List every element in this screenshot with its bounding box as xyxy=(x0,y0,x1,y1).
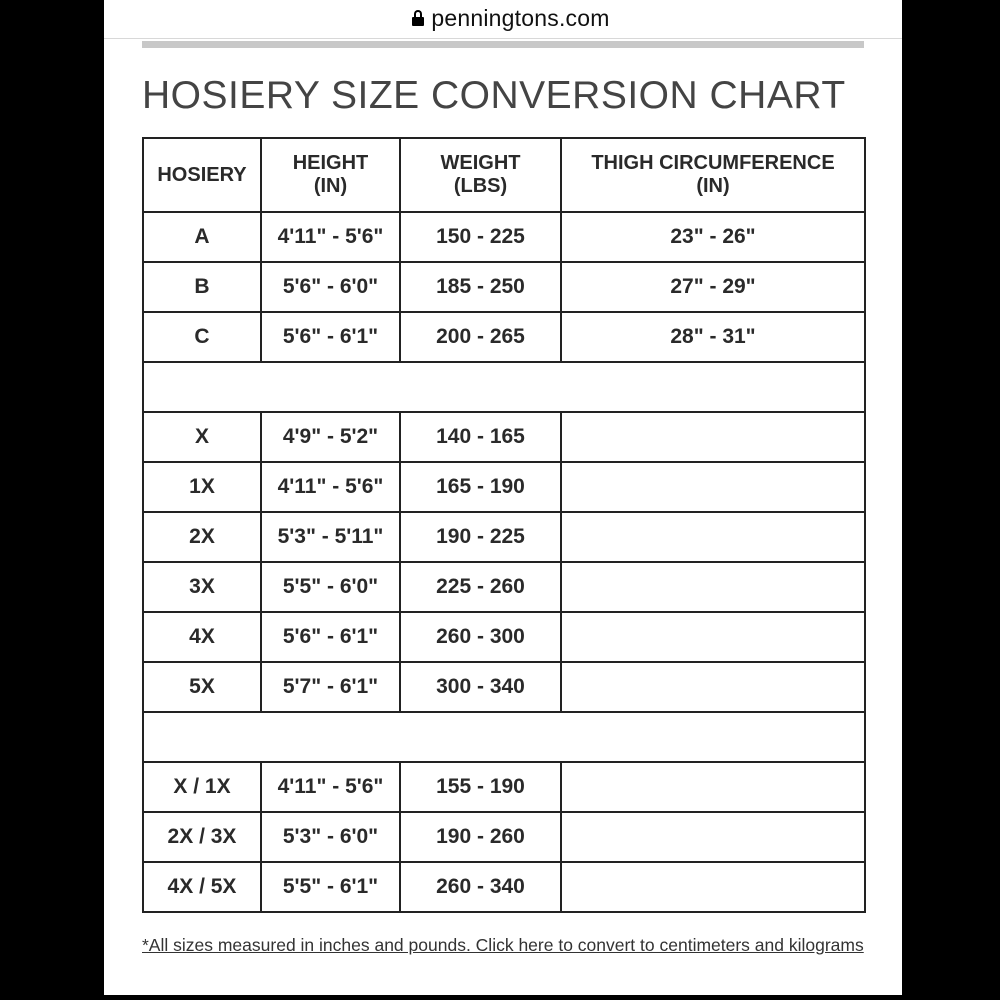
table-row xyxy=(143,662,865,712)
cell-size: 4X xyxy=(143,612,261,662)
cell-weight: 260 - 340 xyxy=(400,862,561,912)
table-row xyxy=(143,862,865,912)
cell-thigh xyxy=(561,512,865,562)
cell-weight: 190 - 260 xyxy=(400,812,561,862)
table-row xyxy=(143,762,865,812)
table-row xyxy=(143,462,865,512)
header-thigh-text: THIGH CIRCUMFERENCE (IN) xyxy=(591,152,835,197)
cell-size: X xyxy=(143,412,261,462)
url-text[interactable]: penningtons.com xyxy=(431,4,610,31)
table-row xyxy=(143,812,865,862)
cell-thigh xyxy=(561,562,865,612)
cell-weight: 155 - 190 xyxy=(400,762,561,812)
cell-height: 5'6" - 6'1" xyxy=(261,612,400,662)
cell-size: X / 1X xyxy=(143,762,261,812)
table-row xyxy=(143,612,865,662)
cell-thigh: 27" - 29" xyxy=(561,262,865,312)
cell-height: 5'6" - 6'0" xyxy=(261,262,400,312)
header-hosiery: HOSIERY xyxy=(143,138,261,212)
conversion-footnote-link[interactable]: *All sizes measured in inches and pounds. Click here to convert to centimeters and kilograms xyxy=(142,935,864,955)
cell-size: A xyxy=(143,212,261,262)
cell-weight: 300 - 340 xyxy=(400,662,561,712)
cell-thigh: 28" - 31" xyxy=(561,312,865,362)
spacer-cell xyxy=(143,712,865,762)
header-height xyxy=(261,138,400,212)
cell-thigh xyxy=(561,762,865,812)
cell-thigh xyxy=(561,862,865,912)
header-weight-text: WEIGHT (LBS) xyxy=(440,152,521,197)
cell-weight: 200 - 265 xyxy=(400,312,561,362)
cell-height: 4'11" - 5'6" xyxy=(261,762,400,812)
table-header-row xyxy=(143,138,865,212)
header-weight xyxy=(400,138,561,212)
page-progress-bar xyxy=(142,41,864,48)
table-row xyxy=(143,312,865,362)
cell-thigh xyxy=(561,462,865,512)
table-row xyxy=(143,412,865,462)
cell-size: 4X / 5X xyxy=(143,862,261,912)
cell-height: 5'7" - 6'1" xyxy=(261,662,400,712)
cell-weight: 225 - 260 xyxy=(400,562,561,612)
table-row xyxy=(143,512,865,562)
table-row xyxy=(143,562,865,612)
cell-height: 4'11" - 5'6" xyxy=(261,212,400,262)
cell-size: C xyxy=(143,312,261,362)
cell-height: 5'3" - 5'11" xyxy=(261,512,400,562)
size-table-body xyxy=(143,212,865,912)
page-title: HOSIERY SIZE CONVERSION CHART xyxy=(142,74,846,117)
address-bar[interactable] xyxy=(104,0,902,36)
cell-thigh xyxy=(561,812,865,862)
address-bar-divider xyxy=(104,38,902,39)
cell-size: B xyxy=(143,262,261,312)
cell-weight: 150 - 225 xyxy=(400,212,561,262)
cell-height: 4'9" - 5'2" xyxy=(261,412,400,462)
spacer-cell xyxy=(143,362,865,412)
cell-thigh xyxy=(561,412,865,462)
cell-size: 5X xyxy=(143,662,261,712)
header-height-text: HEIGHT (IN) xyxy=(292,152,369,197)
cell-weight: 260 - 300 xyxy=(400,612,561,662)
cell-weight: 140 - 165 xyxy=(400,412,561,462)
size-chart-table xyxy=(142,137,866,913)
cell-height: 5'3" - 6'0" xyxy=(261,812,400,862)
cell-size: 2X xyxy=(143,512,261,562)
spacer-row xyxy=(143,362,865,412)
table-row xyxy=(143,262,865,312)
cell-size: 3X xyxy=(143,562,261,612)
cell-thigh: 23" - 26" xyxy=(561,212,865,262)
cell-thigh xyxy=(561,662,865,712)
cell-weight: 185 - 250 xyxy=(400,262,561,312)
table-row xyxy=(143,212,865,262)
web-page xyxy=(104,0,902,995)
header-thigh xyxy=(561,138,865,212)
cell-weight: 165 - 190 xyxy=(400,462,561,512)
cell-height: 5'5" - 6'1" xyxy=(261,862,400,912)
cell-height: 5'6" - 6'1" xyxy=(261,312,400,362)
lock-icon xyxy=(412,10,424,26)
cell-size: 2X / 3X xyxy=(143,812,261,862)
spacer-row xyxy=(143,712,865,762)
cell-weight: 190 - 225 xyxy=(400,512,561,562)
cell-height: 4'11" - 5'6" xyxy=(261,462,400,512)
cell-size: 1X xyxy=(143,462,261,512)
cell-height: 5'5" - 6'0" xyxy=(261,562,400,612)
cell-thigh xyxy=(561,612,865,662)
